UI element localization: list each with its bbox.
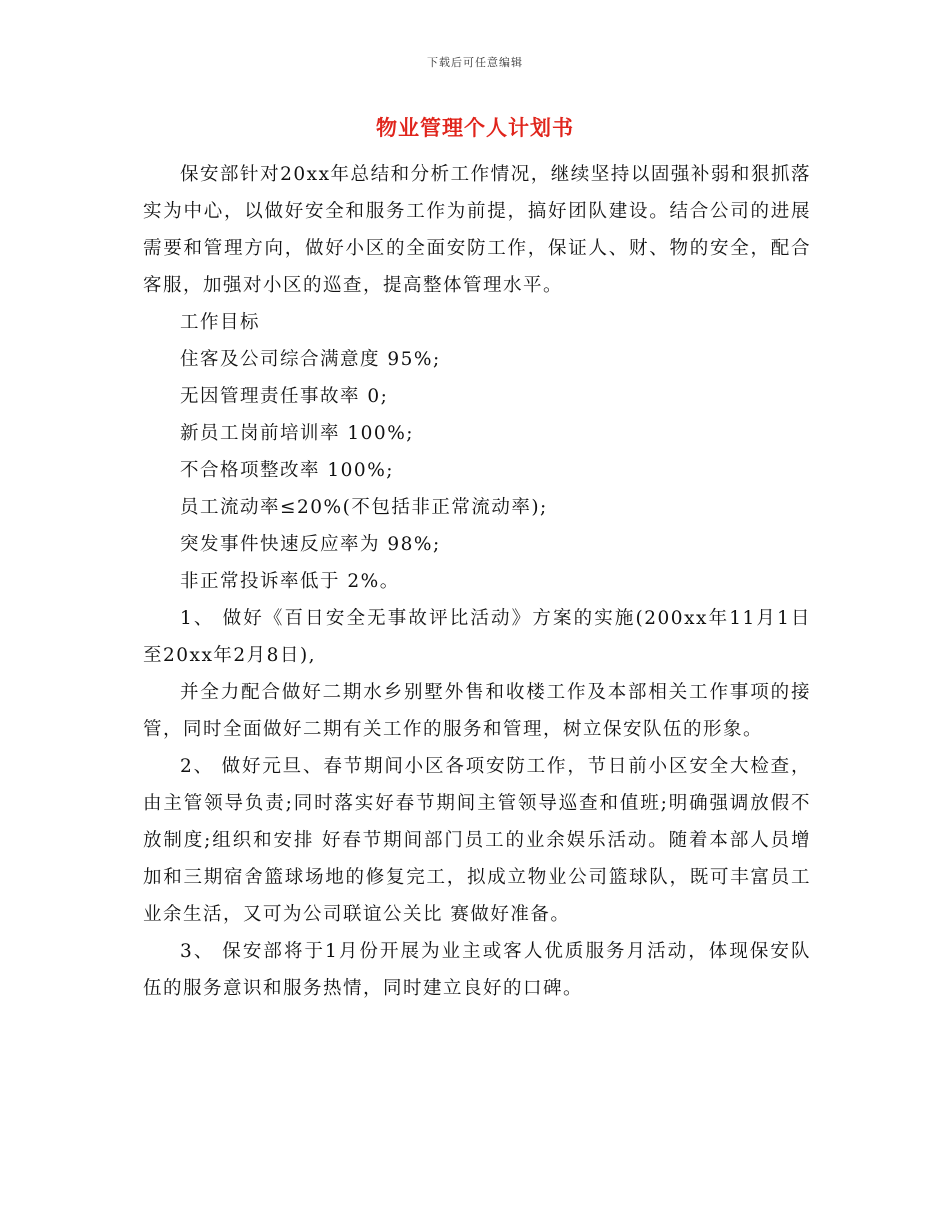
paragraph-task-3: 3、 保安部将于1月份开展为业主或客人优质服务月活动，体现保安队伍的服务意识和服务热情，同时建立良好的口碑。 (143, 941, 811, 999)
paragraph-goal-item: 非正常投诉率低于 2%。 (180, 571, 400, 592)
paragraph-goal-item: 突发事件快速反应率为 98%; (180, 534, 441, 555)
paragraph-goal-item: 住客及公司综合满意度 95%; (180, 349, 441, 370)
paragraph-goal-item: 员工流动率≤20%(不包括非正常流动率); (180, 497, 548, 518)
header-note: 下载后可任意编辑 (427, 56, 523, 69)
paragraph-task-1-detail: 并全力配合做好二期水乡别墅外售和收楼工作及本部相关工作事项的接管，同时全面做好二期有关工作的服务和管理，树立保安队伍的形象。 (143, 682, 811, 740)
paragraph-intro: 保安部针对20xx年总结和分析工作情况，继续坚持以固强补弱和狠抓落实为中心，以做好安全和服务工作为前提，搞好团队建设。结合公司的进展需要和管理方向，做好小区的全面安防工作，保证人、财、物的安全，配合客服，加强对小区的巡查，提高整体管理水平。 (143, 164, 811, 296)
paragraph-goal-item: 不合格项整改率 100%; (180, 460, 395, 481)
document-body (143, 156, 811, 1007)
document-title: 物业管理个人计划书 (376, 115, 574, 140)
paragraph-task-1: 1、 做好《百日安全无事故评比活动》方案的实施(200xx年11月1日至20xx年2月8日), (143, 608, 811, 666)
paragraph-goal-item: 无因管理责任事故率 0; (180, 386, 389, 407)
paragraph-task-2: 2、 做好元旦、春节期间小区各项安防工作，节日前小区安全大检查，由主管领导负责;同时落实好春节期间主管领导巡查和值班;明确强调放假不放制度;组织和安排 好春节期间部门员工的业余娱乐活动。随着本部人员增加和三期宿舍篮球场地的修复完工，拟成立物业公司篮球队，既可丰富员工业余生活，又可为公司联谊公关比 赛做好准备。 (143, 756, 811, 925)
paragraph-goals-heading: 工作目标 (180, 312, 261, 333)
paragraph-goal-item: 新员工岗前培训率 100%; (180, 423, 415, 444)
